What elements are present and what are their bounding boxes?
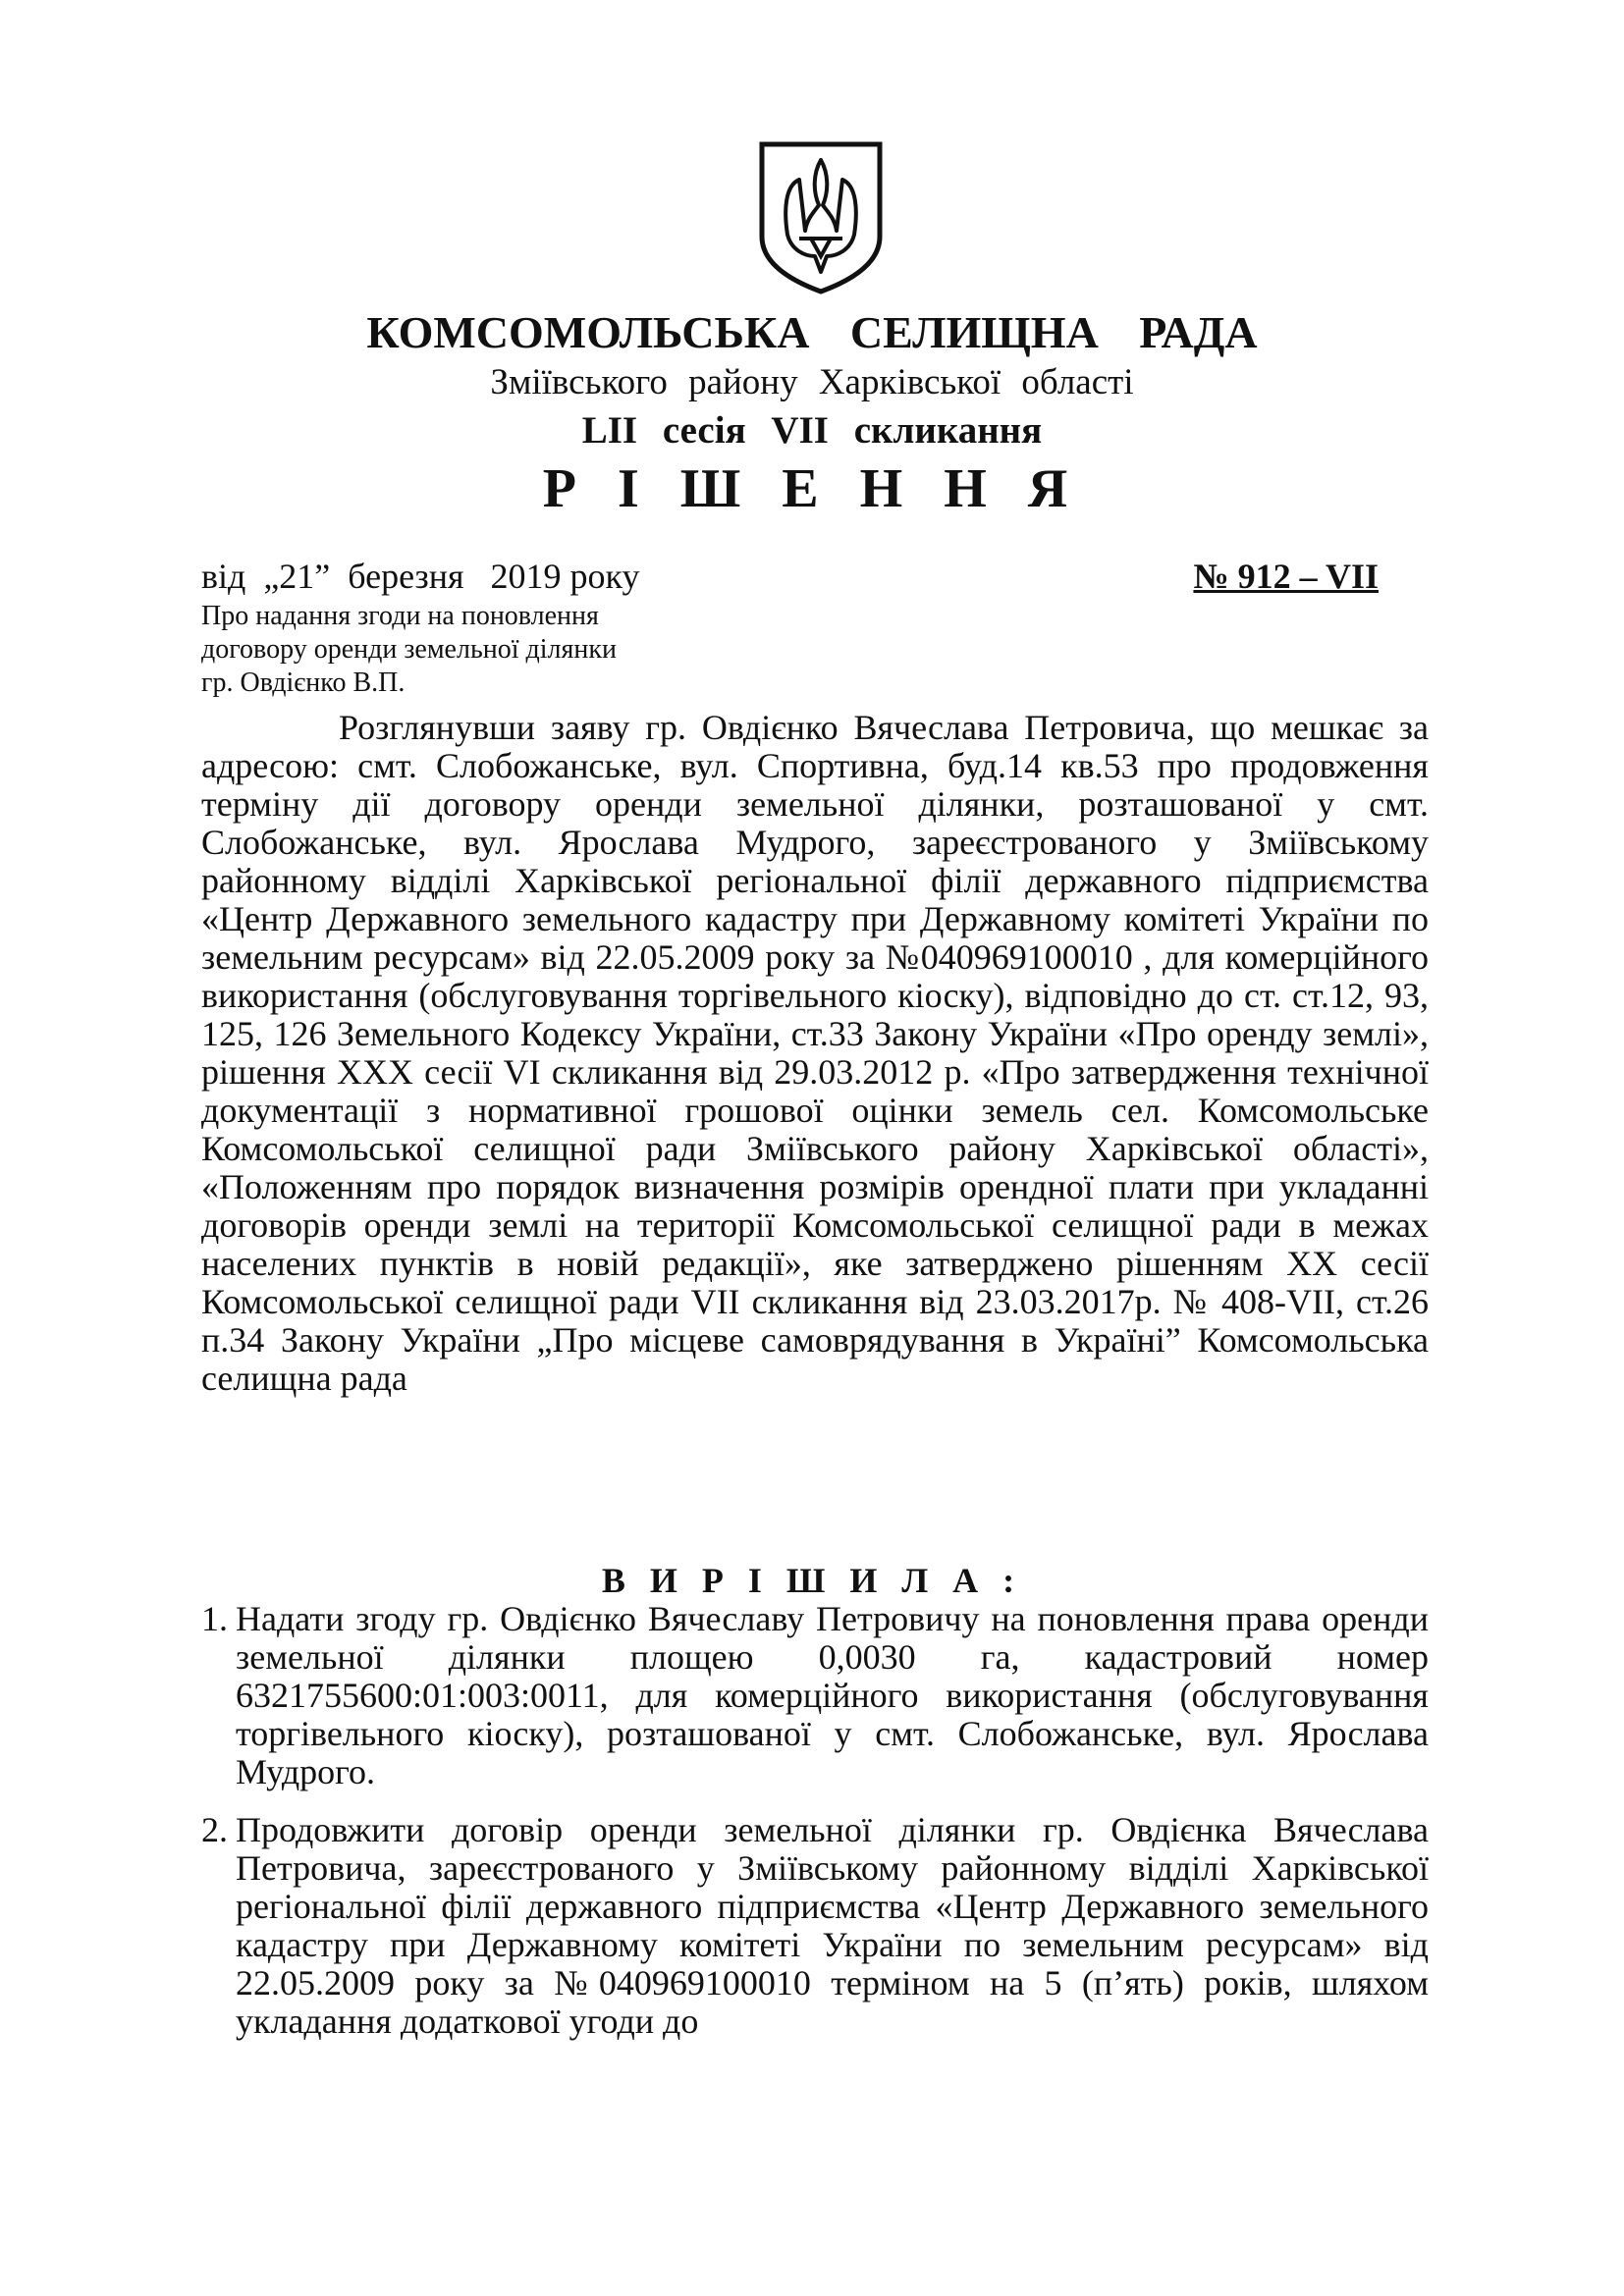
preamble-paragraph: Розглянувши заяву гр. Овдієнко Вячеслава Петровича, що мешкає за адресою: смт. Слобожанське, вул. Спортивна, буд.14 кв.53 про продовження терміну дії договору оренди земельної ділянки, розташованої у смт. Слобожанське, вул. Ярослава Мудрого, зареєстрованого у Зміївському районному відділі Харківської регіональної філії державного підприємства «Центр Державного земельного кадастру при Державному комітеті України по земельним ресурсам» від 22.05.2009 року за №040969100010 , для комерційного використання (обслуговування торгівельного кіоску), відповідно до ст. ст.12, 93, 125, 126 Земельного Кодексу України, ст.33 Закону України «Про оренду землі», рішення ХХХ сесії VI скликання від 29.03.2012 р. «Про затвердження технічної документації з нормативної грошової оцінки земель сел. Комсомольське Комсомольської селищної ради Зміївського району Харківської області», «Положенням про порядок визначення розмірів орендної плати при укладанні договорів оренди землі на території Комсомольської селищної ради в межах населених пунктів в новій редакції», яке затверджено рішенням ХХ сесії Комсомольської селищної ради VII скликання від 23.03.2017р. № 408-VII, ст.26 п.34 Закону України „Про місцеве самоврядування в Україні” Комсомольська селищна рада bbox=[201, 708, 1429, 1398]
subject-line: Про надання згоди на поновлення bbox=[201, 601, 599, 631]
subject-line: гр. Овдієнко В.П. bbox=[201, 667, 406, 698]
item-text: Надати згоду гр. Овдієнко Вячеславу Петровичу на поновлення права оренди земельної ділянки площею 0,0030 га, кадастровий номер 6321755600:01:003:0011, для комерційного використання (обслуговування торгівельного кіоску), розташованої у смт. Слобожанське, вул. Ярослава Мудрого. bbox=[236, 1599, 1429, 1791]
coat-of-arms-icon bbox=[756, 140, 886, 295]
resolution-item bbox=[201, 1600, 1429, 1791]
decision-date: від „21” березня 2019 року bbox=[201, 557, 640, 596]
item-number: 1. bbox=[201, 1599, 228, 1638]
subject-line: договору оренди земельної ділянки bbox=[201, 634, 617, 665]
item-number: 2. bbox=[201, 1810, 228, 1849]
decision-number: № 912 – VII bbox=[1193, 557, 1379, 596]
item-text: Продовжити договір оренди земельної ділянки гр. Овдієнка Вячеслава Петровича, зареєстрованого у Зміївському районному відділі Харківської регіональної філії державного підприємства «Центр Державного земельного кадастру при Державному комітеті України по земельним ресурсам» від 22.05.2009 року за №040969100010 терміном на 5 (п’ять) років, шляхом укладання додаткової угоди до bbox=[236, 1810, 1429, 2041]
district-line: Зміївського району Харківської області bbox=[490, 362, 1134, 402]
decision-title: Р І Ш Е Н Н Я bbox=[542, 458, 1082, 519]
decision-subject bbox=[201, 600, 617, 700]
resolution-item bbox=[201, 1811, 1429, 2041]
resolved-heading: В И Р І Ш И Л А : bbox=[601, 1561, 1023, 1600]
council-name: КОМСОМОЛЬСЬКА СЕЛИЩНА РАДА bbox=[366, 307, 1258, 357]
session-line: LII сесія VII скликання bbox=[581, 409, 1043, 452]
